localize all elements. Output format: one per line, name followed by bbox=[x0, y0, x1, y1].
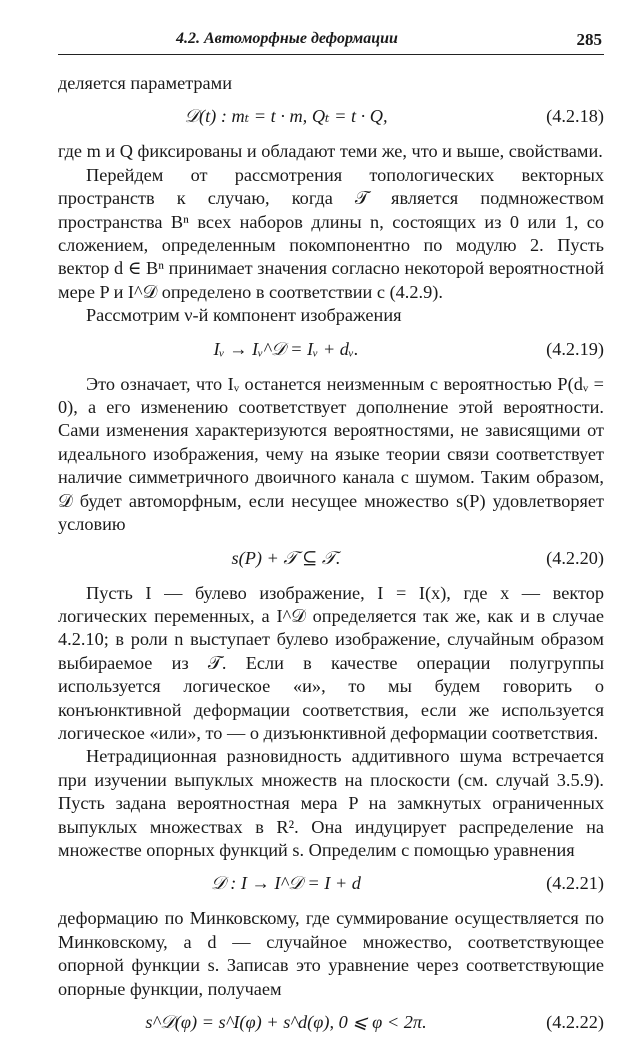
paragraph: деформацию по Минковскому, где суммирование осуществляется по Минковскому, а d — случайное множество, соответствующее опорной функции s. Записав это уравнение через соответствующие опорные функции, получаем bbox=[58, 908, 604, 999]
equation-number: (4.2.18) bbox=[546, 106, 604, 127]
paragraph: Перейдем от рассмотрения топологических векторных пространств к случаю, когда 𝒯 является подмножеством пространства Bⁿ всех наборов длины n, состоящих из 0 или 1, со сложением, определенным покомпонентно по модулю 2. Пусть вектор d ∈ Bⁿ принимает значения согласно некоторой вероятностной мере P и I^𝒟 определено в соответствии с (4.2.9). bbox=[58, 164, 604, 302]
equation-number: (4.2.19) bbox=[546, 338, 604, 359]
equation bbox=[58, 862, 604, 907]
equation-formula: 𝒟 : I → I^𝒟 = I + d bbox=[211, 873, 361, 894]
page-number: 285 bbox=[576, 30, 602, 49]
paragraph: Нетрадиционная разновидность аддитивного шума встречается при изучении выпуклых множеств на плоскости (см. случай 3.5.9). Пусть задана вероятностная мера P на замкнутых ограниченных выпуклых множествах в R². Она индуцирует распределение на множестве опорных функций s. Определим с помощью уравнения bbox=[58, 746, 604, 860]
paragraph: Рассмотрим ν-й компонент изображения bbox=[86, 305, 402, 326]
equation-formula: s^𝒟(φ) = s^I(φ) + s^d(φ), 0 ⩽ φ < 2π. bbox=[145, 1012, 427, 1032]
paragraph: Пусть I — булево изображение, I = I(x), где x — вектор логических переменных, а I^𝒟 определяется так же, как и в случае 4.2.10; в роли n выступает булево изображение, случайным образом выбираемое из 𝒯. Если в качестве операции полугруппы используется логическое «и», то мы будем говорить о конъюнктивной деформации соответствия, если же используется логическое «или», то — о дизъюнктивной деформации соответствия. bbox=[58, 582, 604, 743]
paragraph: деляется параметрами bbox=[58, 73, 233, 93]
equation-formula: Iᵥ → Iᵥ^𝒟 = Iᵥ + dᵥ. bbox=[213, 338, 359, 359]
page-body bbox=[58, 72, 604, 1046]
paragraph: где m и Q фиксированы и обладают теми же, что и выше, свойствами. bbox=[58, 141, 603, 162]
equation-number: (4.2.22) bbox=[546, 1012, 604, 1032]
running-header bbox=[58, 28, 604, 55]
equation-formula: 𝒟(t) : mₜ = t · m, Qₜ = t · Q, bbox=[184, 106, 388, 127]
equation-formula: s(P) + 𝒯 ⊆ 𝒯. bbox=[231, 547, 341, 568]
equation-number: (4.2.21) bbox=[546, 873, 604, 894]
equation bbox=[58, 95, 604, 140]
equation-number: (4.2.20) bbox=[546, 547, 604, 568]
equation bbox=[58, 328, 604, 373]
section-title: 4.2. Автоморфные деформации bbox=[176, 30, 398, 47]
equation bbox=[58, 1001, 604, 1046]
paragraph: Это означает, что Iᵥ останется неизменным с вероятностью P(dᵥ = 0), а его изменению соответствует дополнение этой вероятности. Сами изменения характеризуются вероятностями, не зависящими от идеального изображения, чему на языке теории связи соответствует наличие симметричного двоичного канала с шумом. Таким образом, 𝒟 будет автоморфным, если несущее множество s(P) удовлетворяет условию bbox=[58, 373, 604, 535]
equation bbox=[58, 537, 604, 582]
